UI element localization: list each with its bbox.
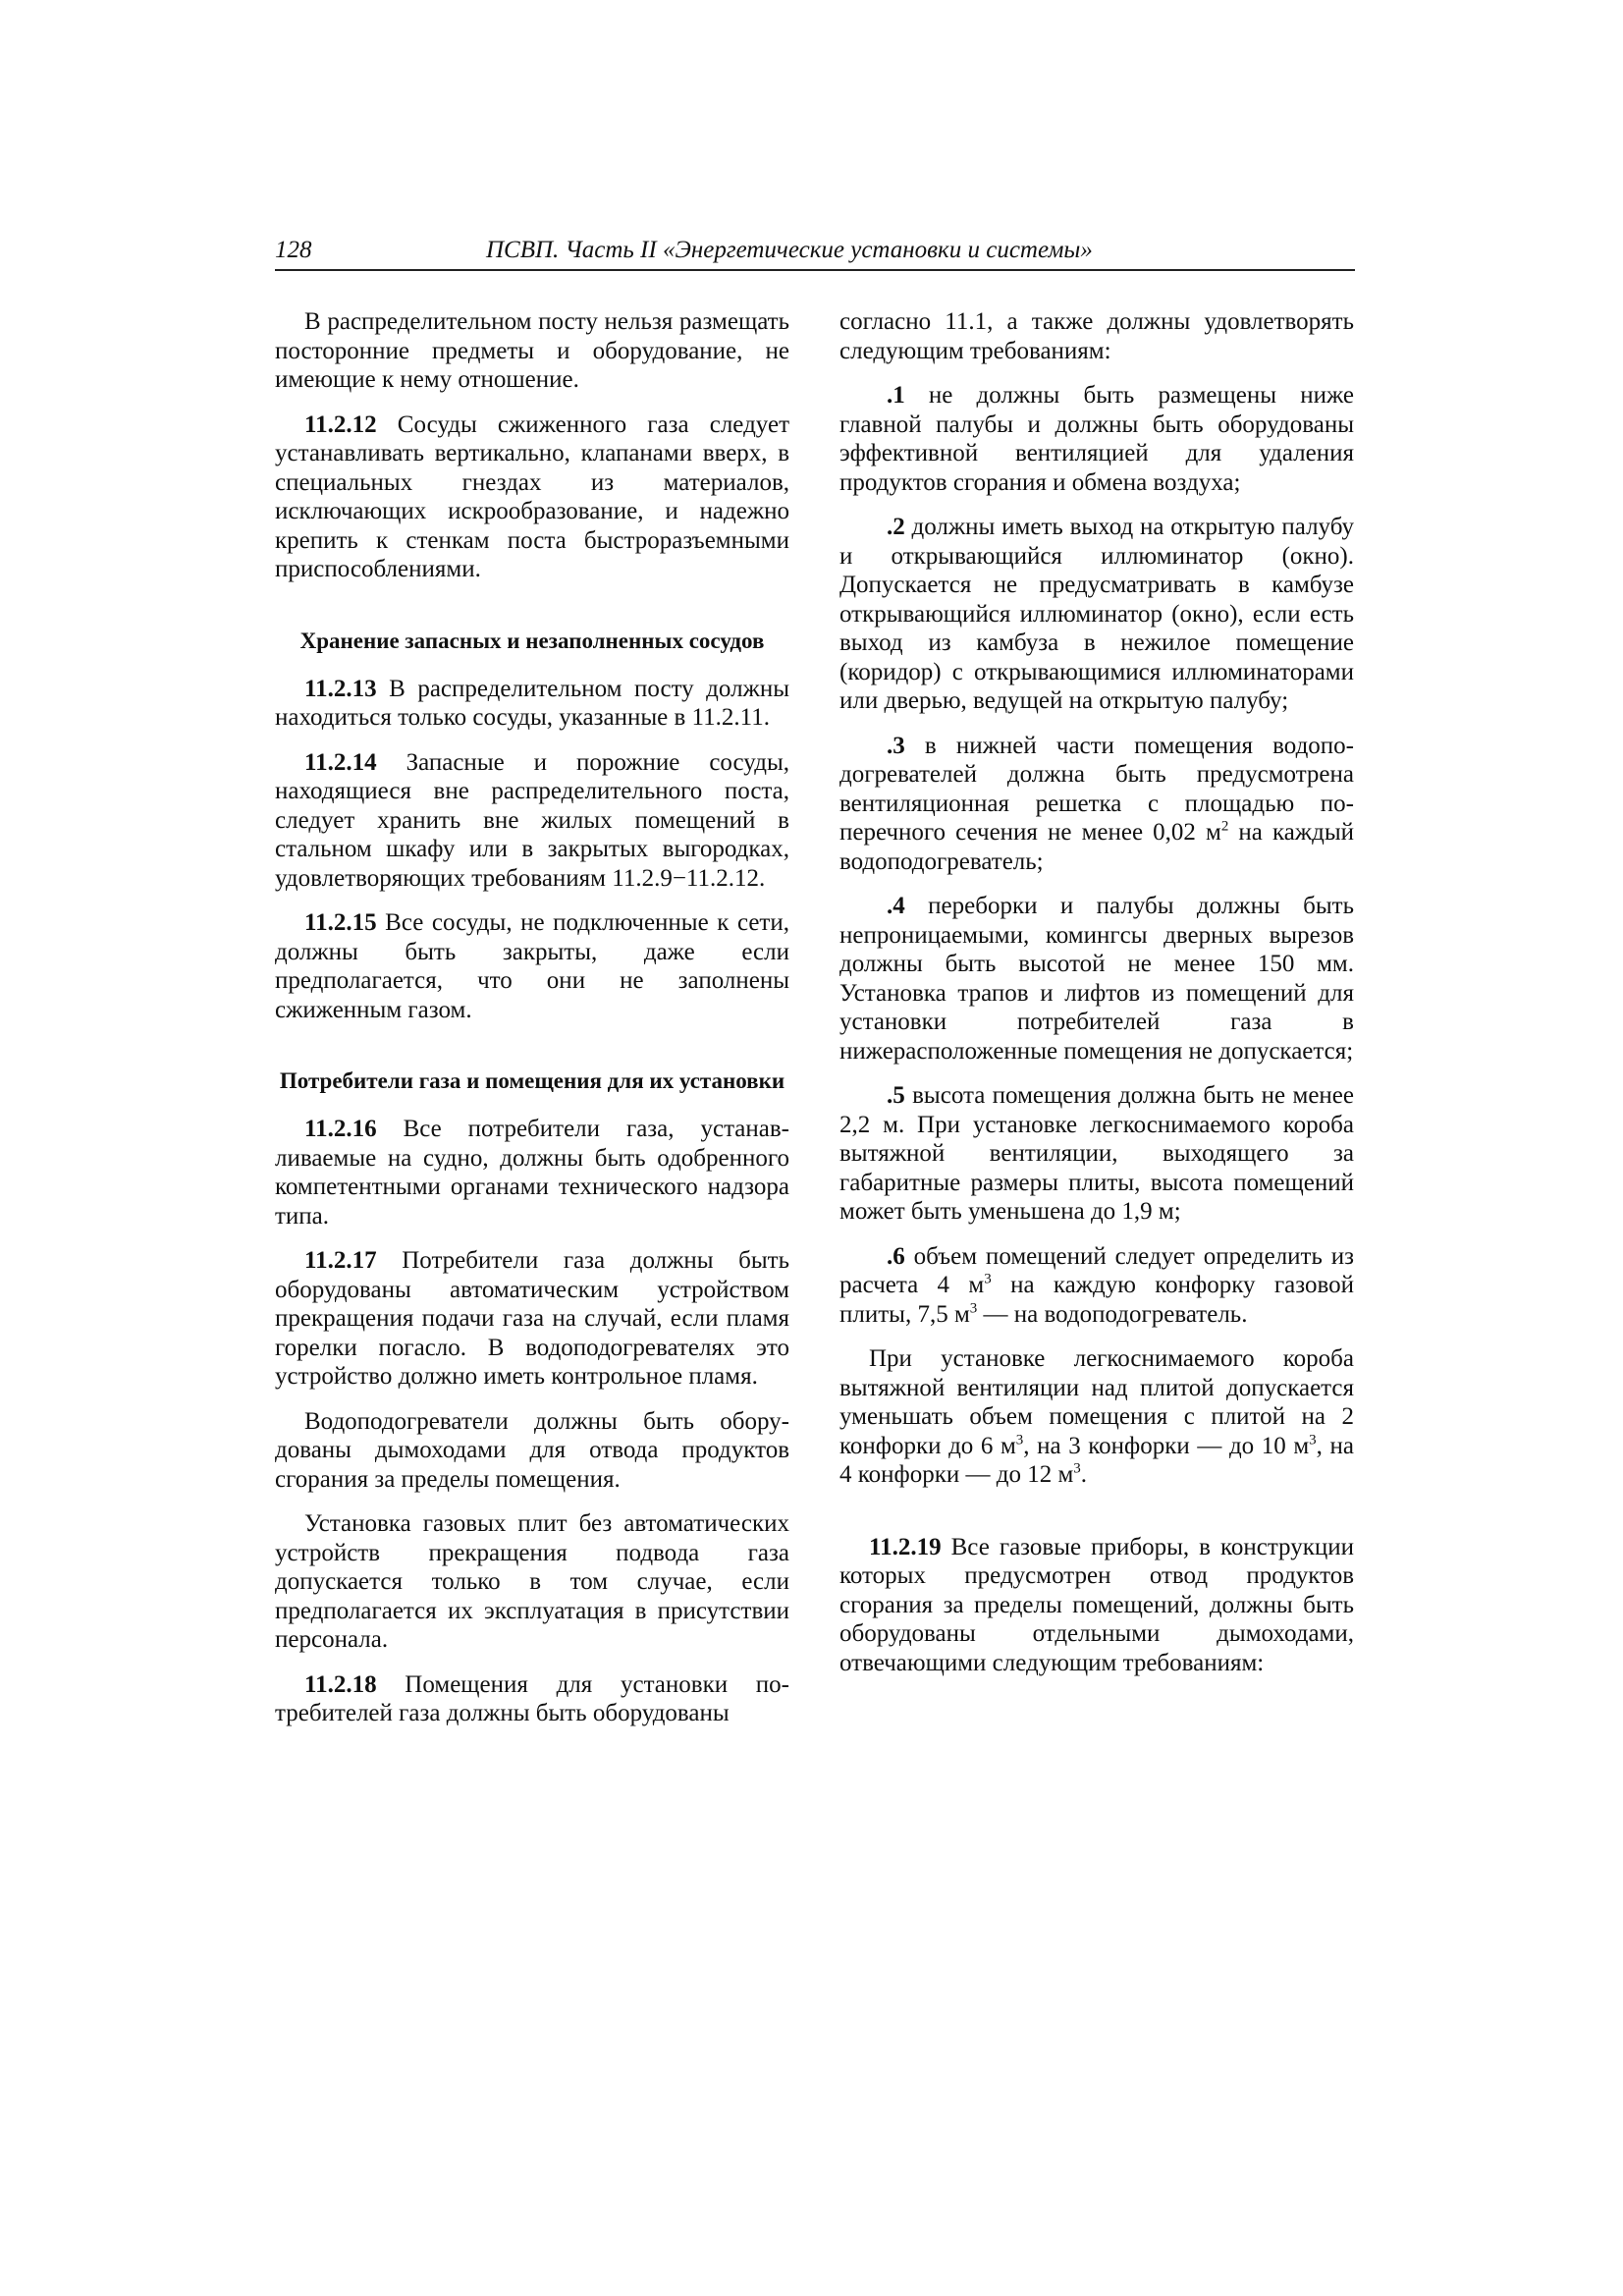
superscript: 3	[984, 1271, 992, 1287]
list-item-5	[839, 1081, 1354, 1227]
item-number: .4	[887, 893, 905, 919]
clause-11-2-18	[275, 1670, 789, 1728]
clause-11-2-15	[275, 908, 789, 1024]
clause-number: 11.2.12	[304, 410, 377, 438]
item-text: переборки и палубы должны быть непроницаемыми, комингсы дверных вырезов должны быть высотой не менее 150 мм. Установка трапов и лифтов из помещений для установки потребителей газа в нижерасположенные помещения не допускается;	[839, 893, 1354, 1065]
section-heading-storage: Хранение запасных и незаполненных сосудов	[299, 628, 765, 653]
item-text: на каждый водоподогреватель;	[839, 819, 1354, 875]
clause-text: Потребители газа должны быть оборудованы автоматическим устройством прекращения подачи газа на случай, если пламя горелки погасло. В водоподогревателях это устройство должно иметь контрольное пламя.	[275, 1247, 789, 1390]
list-item-2	[839, 513, 1354, 716]
clause-11-2-12	[275, 410, 789, 584]
clause-text: Все сосуды, не подключенные к сети, должны быть закрыты, даже если предполагается, что они не заполнены сжиженным газом.	[275, 909, 789, 1023]
clause-text: В распределительном посту должны находиться только сосуды, указанные в 11.2.11.	[275, 675, 789, 731]
paragraph-text: , на 4 конфорки — до 12 м	[839, 1432, 1354, 1488]
clause-text: Все потребители газа, устанавливаемые на судно, должны быть одобренного компетентными органами технического надзора типа.	[275, 1116, 789, 1230]
paragraph: В распределительном посту нельзя размещать посторонние предметы и оборудование, не имеющие к нему отношение.	[275, 308, 789, 393]
clause-number: 11.2.18	[304, 1670, 377, 1698]
item-text: должны иметь выход на открытую палубу и открывающийся иллюминатор (окно). Допускается не предусматривать в камбузе открывающийся иллюминатор (окно), если есть выход из камбуза в нежилое помещение (коридор) с открывающимися иллюминаторами или дверью, ведущей на открытую палубу;	[839, 514, 1354, 714]
list-item-3	[839, 732, 1354, 877]
clause-11-2-16	[275, 1115, 789, 1230]
page-number: 128	[275, 237, 312, 263]
page-header	[275, 236, 1355, 271]
clause-number: 11.2.16	[304, 1116, 377, 1142]
item-number: .6	[887, 1242, 905, 1270]
paragraph-text: .	[1080, 1461, 1088, 1488]
item-number: .2	[887, 514, 905, 540]
item-text: в нижней части помещения водоподогревателей должна быть предусмотрена вентиляционная решетка с площадью поперечного сечения не менее 0,02 м	[839, 732, 1354, 846]
clause-11-2-17	[275, 1246, 789, 1392]
item-text: на каждую конфорку газовой плиты, 7,5 м	[839, 1272, 1354, 1328]
superscript: 3	[1073, 1460, 1081, 1477]
clause-number: 11.2.14	[304, 748, 377, 776]
clause-text: Сосуды сжиженного газа следует устанавливать вертикально, клапанами вверх, в специальных гнездах из материалов, исключающих искрообразование, и надежно крепить к стенкам поста быстроразъемными приспособлениями.	[275, 410, 789, 582]
running-title: ПСВП. Часть II «Энергетические установки и системы»	[486, 237, 1093, 263]
paragraph: Водоподогреватели должны быть оборудованы дымоходами для отвода продуктов сгорания за пределы помещения.	[275, 1407, 789, 1493]
paragraph-text: , на 3 конфорки — до 10 м	[1023, 1432, 1310, 1459]
clause-number: 11.2.13	[304, 675, 377, 702]
section-heading-consumers: Потребители газа и помещения для их установки	[279, 1068, 785, 1093]
clause-number: 11.2.17	[304, 1247, 377, 1274]
clause-text: Запасные и порожние сосуды, находящиеся вне распределительного поста, следует хранить вне жилых помещений в стальном шкафу или в закрытых выгородках, удовлетворяющих требованиям 11.2.9−11.2.12.	[275, 748, 789, 892]
clause-11-2-14	[275, 748, 789, 894]
item-number: .3	[887, 732, 905, 759]
left-column	[275, 307, 789, 1744]
superscript: 3	[969, 1300, 978, 1317]
superscript: 2	[1220, 818, 1229, 835]
item-text: объем помещений следует определить из расчета 4 м	[839, 1242, 1354, 1298]
superscript: 3	[1309, 1432, 1317, 1449]
item-text: не должны быть размещены ниже главной палубы и должны быть оборудованы эффективной вентиляцией для удаления продуктов сгорания и обмена воздуха;	[839, 382, 1354, 496]
clause-number: 11.2.15	[304, 909, 377, 936]
clause-11-2-13	[275, 675, 789, 733]
right-column	[839, 307, 1354, 1693]
item-text: — на водоподогреватель.	[977, 1300, 1248, 1328]
clause-11-2-19	[839, 1533, 1354, 1678]
paragraph: Установка газовых плит без автоматических устройств прекращения подвода газа допускается только в том случае, если предполагается их эксплуатация в присутствии персонала.	[275, 1510, 789, 1653]
clause-text: Помещения для установки потребителей газа должны быть оборудованы	[275, 1670, 789, 1726]
clause-text: Все газовые приборы, в конструкции которых предусмотрен отвод продуктов сгорания за пределы помещений, должны быть оборудованы отдельными дымоходами, отвечающими следующим требованиям:	[839, 1533, 1354, 1676]
item-text: высота помещения должна быть не менее 2,2 м. При установке легкоснимаемого короба вытяжной вентиляции, выходящего за габаритные размеры плиты, высота помещений может быть уменьшена до 1,9 м;	[839, 1082, 1354, 1225]
item-number: .1	[887, 382, 905, 409]
superscript: 3	[1015, 1432, 1024, 1449]
list-item-1	[839, 381, 1354, 497]
list-item-4	[839, 892, 1354, 1066]
clause-number: 11.2.19	[869, 1533, 942, 1560]
paragraph-text: При установке легкоснимаемого короба вытяжной вентиляции над плитой допускается уменьшать объем помещения с плитой на 2 конфорки до 6 м	[839, 1345, 1354, 1459]
paragraph	[839, 1344, 1354, 1490]
paragraph-continued: согласно 11.1, а также должны удовлетворять следующим требованиям:	[839, 308, 1354, 364]
list-item-6	[839, 1242, 1354, 1330]
item-number: .5	[887, 1082, 905, 1109]
